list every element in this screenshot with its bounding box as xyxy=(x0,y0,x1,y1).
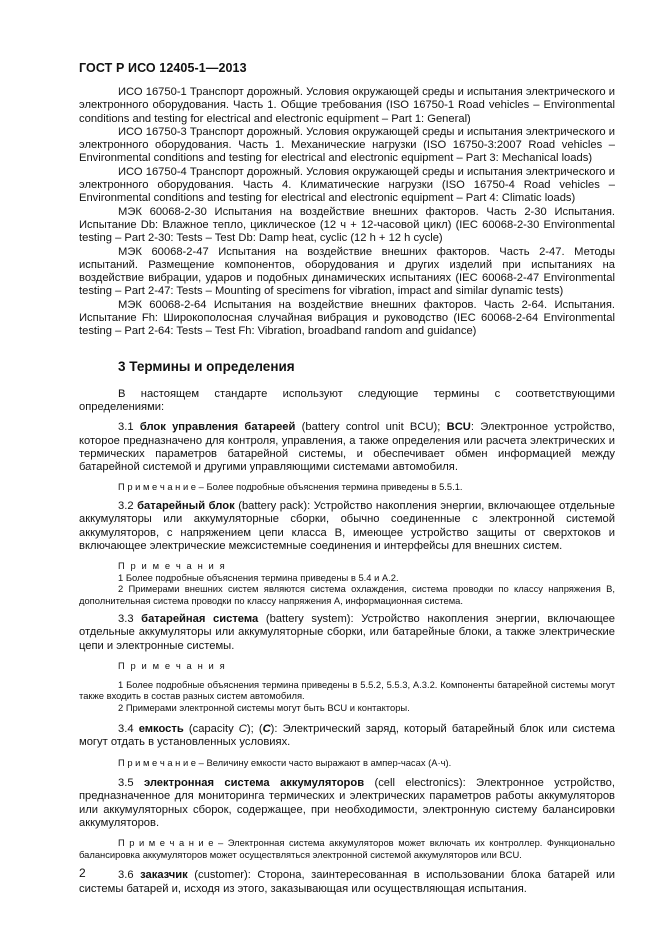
term-name: батарейная система xyxy=(141,613,259,626)
term-name: блок управления батареей xyxy=(139,421,296,434)
term-name: электронная система аккумуляторов xyxy=(143,777,365,790)
reference-item: ИСО 16750-4 Транспорт дорожный. Условия окружающей среды и испытания электрического и электронного оборудования. Часть 4. Климатические нагрузки (ISO 16750-4 Road vehicles – Environmental conditions and testing for electrical and electronic equipment – Part 4: Climatic loads) xyxy=(79,165,615,205)
term-name: емкость xyxy=(138,723,184,735)
reference-item: МЭК 60068-2-47 Испытания на воздействие внешних факторов. Часть 2-47. Методы испытаний. Размещение компонентов, оборудования и других изделий при испытаниях на воздействие вибрации, ударов и подобных динамических испытаниях (IEC 60068-2-47 Environmental testing – Part 2-47: Tests – Mounting of specimens for vibration, impact and similar dynamic tests) xyxy=(79,245,615,298)
note: П р и м е ч а н и е – Более подробные объяснения термина приведены в 5.5.1. xyxy=(118,481,463,493)
page-number: 2 xyxy=(79,866,86,880)
note: П р и м е ч а н и е – Электронная система аккумуляторов может включать их контроллер. Функционально балансировка аккумуляторов может осуществляться электронной системой аккумуляторов или BCU. xyxy=(79,837,615,860)
note-item: 1 Более подробные объяснения термина приведены в 5.5.2, 5.5.3, А.3.2. Компоненты батарейной системы могут также входить в состав разных систем автомобиля. xyxy=(79,678,615,701)
section-intro: В настоящем стандарте используют следующие термины с соответствующими определениями: xyxy=(79,387,615,413)
term-definition-3-4: 3.4 емкость (capacity C); (C): Электрический заряд, который батарейный блок или система могут отдать в установленных условиях. xyxy=(79,723,616,749)
reference-item: МЭК 60068-2-30 Испытания на воздействие внешних факторов. Часть 2-30 Испытания. Испытание Db: Влажное тепло, циклическое (12 ч + 12-часовой цикл) (IEC 60068-2-30 Environmental testing – Part 2-30: Tests – Test Db: Damp heat, cyclic (12 h + 12 h cycle) xyxy=(79,205,615,245)
note-item: 2 Примерами внешних систем являются система охлаждения, система проводки по классу напряжения В, дополнительная система проводки по классу напряжения А, информационная система. xyxy=(79,583,615,606)
term-definition-3-2: 3.2 батарейный блок (battery pack): Устройство накопления энергии, включающее отдельные аккумуляторы или аккумуляторные сборки, обычно соединенные с электронной системой аккумуляторов, с напряжением цепи класса В, имеющее устройство защиты от сверхтоков и включающее электрические межсистемные соединения и интерфейсы для внешних систем. xyxy=(79,499,615,552)
note: П р и м е ч а н и е – Величину емкости часто выражают в ампер-часах (А·ч). xyxy=(118,756,452,768)
reference-item: ИСО 16750-1 Транспорт дорожный. Условия окружающей среды и испытания электрического и электронного оборудования. Часть 1. Общие требования (ISO 16750-1 Road vehicles – Environmental conditions and testing for electrical and electronic equipment – Part 1: General) xyxy=(79,86,615,125)
term-name: батарейный блок xyxy=(137,499,235,512)
term-definition-3-5: 3.5 электронная система аккумуляторов (cell electronics): Электронное устройство, предназначенное для мониторинга термических и электрических параметров работы аккумуляторов или аккумуляторных сборок, содержащее, при необходимости, электронную систему балансировки аккумуляторов. xyxy=(79,777,615,829)
normative-references xyxy=(79,86,615,339)
standard-header: ГОСТ Р ИСО 12405-1—2013 xyxy=(79,61,247,75)
note-item: 2 Примерами электронной системы могут быть BCU и контакторы. xyxy=(118,701,410,713)
page-content xyxy=(79,86,615,896)
term-name: заказчик xyxy=(140,869,188,882)
term-definition-3-6: 3.6 заказчик (customer): Сторона, заинтересованная в использовании блока батарей или системы батарей и, исходя из этого, заказывающая или осуществляющая испытания. xyxy=(79,869,616,895)
term-definition-3-1: 3.1 блок управления батареей (battery control unit BCU); BCU: Электронное устройство, которое предназначено для контроля, управления, а также определения или расчета электрических и термических параметров батарейной системы, и обеспечивает обмен информацией между батарейной системой и другими управляющими системами автомобиля. xyxy=(79,421,616,474)
notes-label: П р и м е ч а н и я xyxy=(118,560,227,572)
section-heading: 3 Термины и определения xyxy=(118,358,295,374)
reference-item: ИСО 16750-3 Транспорт дорожный. Условия окружающей среды и испытания электрического и электронного оборудования. Часть 1. Механические нагрузки (ISO 16750-3:2007 Road vehicles – Environmental conditions and testing for electrical and electronic equipment – Part 3: Mechanical loads) xyxy=(79,125,615,165)
notes-label: П р и м е ч а н и я xyxy=(118,660,227,671)
reference-item: МЭК 60068-2-64 Испытания на воздействие внешних факторов. Часть 2-64. Испытания. Испытание Fh: Широкополосная случайная вибрация и руководство (IEC 60068-2-64 Environmental testing – Part 2-64: Tests – Test Fh: Vibration, broadband random and guidance) xyxy=(79,298,615,338)
note-item: 1 Более подробные объяснения термина приведены в 5.4 и А.2. xyxy=(118,571,399,583)
term-definition-3-3: 3.3 батарейная система (battery system): Устройство накопления энергии, включающее отдельные аккумуляторы или аккумуляторные сборки, или батарейные блоки, а также электрические цепи и электронные системы. xyxy=(79,613,616,652)
